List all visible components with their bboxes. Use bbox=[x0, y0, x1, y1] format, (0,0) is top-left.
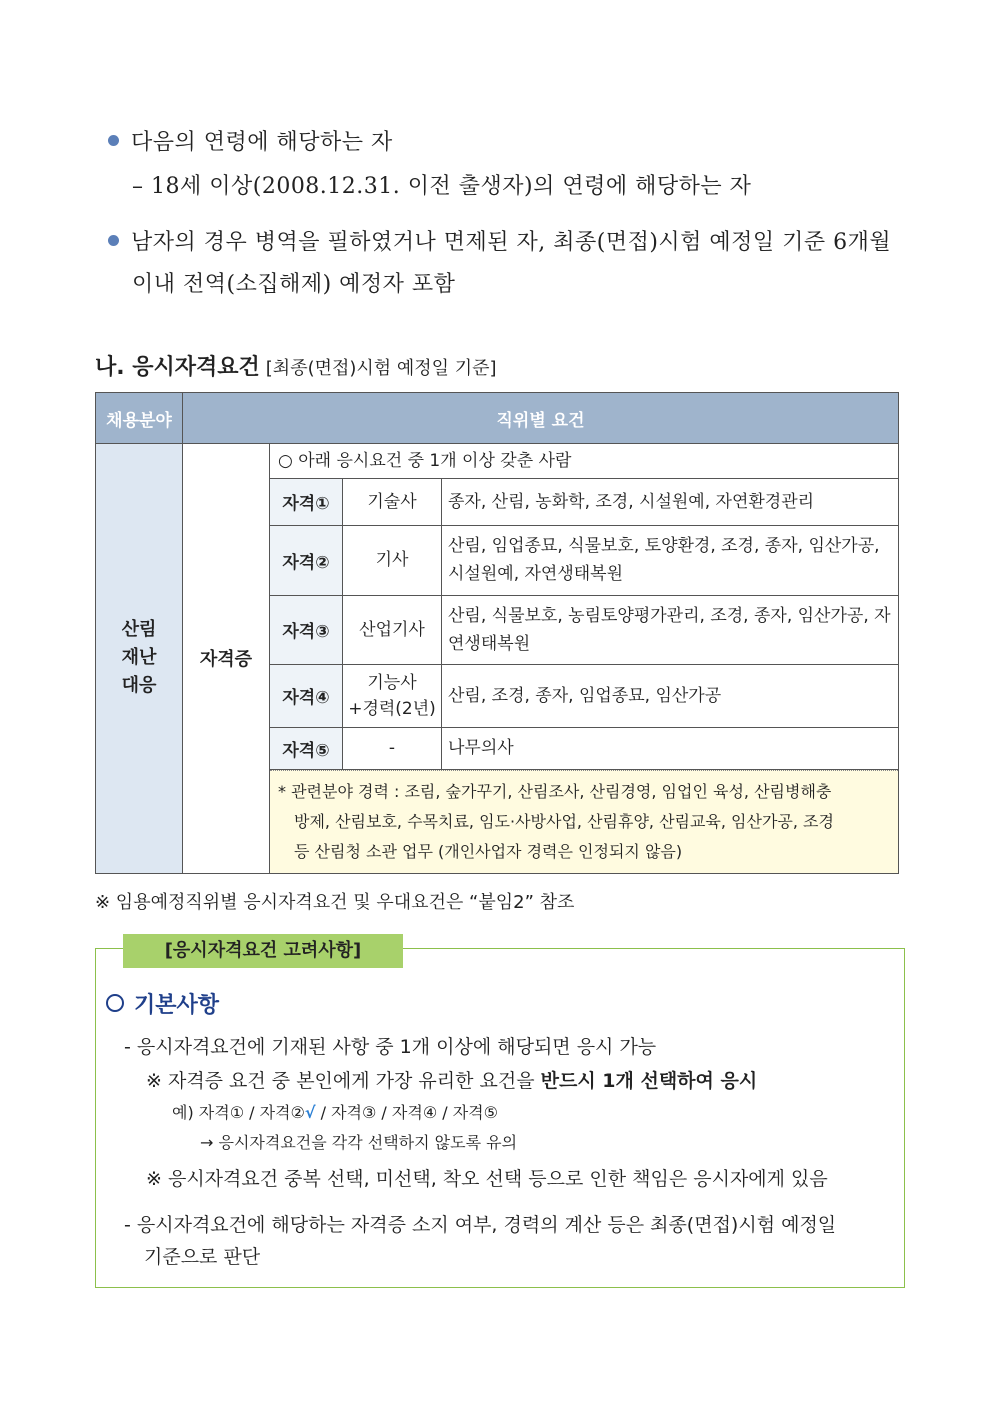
field-line2: 재난 bbox=[121, 647, 157, 669]
cert-cell: 자격증 bbox=[183, 444, 270, 874]
cert-level: 자격④ bbox=[270, 664, 343, 727]
cert-fields: 산림, 식물보호, 농림토양평가관리, 조경, 종자, 임산가공, 자연생태복원 bbox=[442, 595, 899, 664]
consider-line4b: 기준으로 판단 bbox=[144, 1246, 261, 1268]
cert-grade: 산업기사 bbox=[343, 595, 442, 664]
cert-grade bbox=[343, 664, 442, 727]
cert-fields: 나무의사 bbox=[442, 727, 899, 769]
basic-heading bbox=[106, 988, 219, 1019]
basic-heading-text: 기본사항 bbox=[134, 993, 220, 1018]
cert-grade-line2: +경력(2년) bbox=[348, 698, 436, 719]
age-title: 다음의 연령에 해당하는 자 bbox=[131, 130, 393, 155]
example-text-a: 예) 자격① / 자격② bbox=[172, 1103, 305, 1122]
header-field: 채용분야 bbox=[96, 393, 183, 444]
cert-grade: 기술사 bbox=[343, 479, 442, 525]
example-text-b: / 자격③ / 자격④ / 자격⑤ bbox=[315, 1103, 498, 1122]
consider-line2-bold: 반드시 1개 선택하여 응시 bbox=[540, 1070, 758, 1092]
header-requirements: 직위별 요건 bbox=[183, 393, 899, 444]
consider-line3: ※ 응시자격요건 중복 선택, 미선택, 착오 선택 등으로 인한 책임은 응시자에게 있음 bbox=[146, 1168, 828, 1190]
cert-level: 자격① bbox=[270, 479, 343, 525]
consider-line2 bbox=[146, 1066, 757, 1093]
qualification-table bbox=[95, 392, 899, 874]
military-line1: 남자의 경우 병역을 필하였거나 면제된 자, 최종(면접)시험 예정일 기준 6개월 bbox=[131, 230, 892, 255]
field-cell bbox=[96, 444, 183, 874]
section-subtitle: [최종(면접)시험 예정일 기준] bbox=[265, 358, 497, 379]
table-row bbox=[270, 595, 898, 664]
circle-icon bbox=[106, 994, 124, 1012]
table-row bbox=[270, 664, 898, 727]
cert-grade: 기사 bbox=[343, 525, 442, 595]
requirements-cell bbox=[270, 444, 899, 874]
cert-fields: 산림, 조경, 종자, 임업종묘, 임산가공 bbox=[442, 664, 899, 727]
cert-level: 자격② bbox=[270, 525, 343, 595]
age-bullet bbox=[108, 126, 928, 204]
field-line1: 산림 bbox=[121, 619, 157, 641]
military-bullet bbox=[108, 226, 928, 302]
field-line3: 대응 bbox=[121, 675, 157, 697]
section-title-text: 나. 응시자격요건 bbox=[95, 355, 260, 380]
check-icon: √ bbox=[304, 1103, 316, 1122]
bullet-dot-icon bbox=[108, 235, 119, 246]
example-line bbox=[172, 1100, 498, 1123]
consider-line2-text: ※ 자격증 요건 중 본인에게 가장 유리한 요건을 bbox=[146, 1070, 541, 1092]
cert-grade-line1: 기능사 bbox=[367, 672, 417, 693]
cert-level: 자격⑤ bbox=[270, 727, 343, 769]
section-title bbox=[95, 350, 497, 381]
table-row bbox=[270, 479, 898, 525]
table-row bbox=[270, 727, 898, 769]
consider-line1: - 응시자격요건에 기재된 사항 중 1개 이상에 해당되면 응시 가능 bbox=[124, 1036, 657, 1058]
bullet-dot-icon bbox=[108, 135, 119, 146]
age-detail: – 18세 이상(2008.12.31. 이전 출생자)의 연령에 해당하는 자 bbox=[132, 174, 752, 199]
note-line1: * 관련분야 경력 : 조림, 숲가꾸기, 산림조사, 산림경영, 임업인 육성, 산림병해충 bbox=[278, 781, 832, 801]
consider-line4a: - 응시자격요건에 해당하는 자격증 소지 여부, 경력의 계산 등은 최종(면접)시험 예정일 bbox=[124, 1214, 837, 1236]
table-row bbox=[270, 525, 898, 595]
cert-fields: 종자, 산림, 농화학, 조경, 시설원예, 자연환경관리 bbox=[442, 479, 899, 525]
cert-grade: - bbox=[343, 727, 442, 769]
note-line2: 방제, 산림보호, 수목치료, 임도·사방사업, 산림휴양, 산림교육, 임산가공, 조경 bbox=[294, 811, 834, 831]
cert-level: 자격③ bbox=[270, 595, 343, 664]
example-arrow: → 응시자격요건을 각각 선택하지 않도록 유의 bbox=[200, 1133, 518, 1152]
military-line2: 이내 전역(소집해제) 예정자 포함 bbox=[132, 272, 456, 297]
cert-fields: 산림, 임업종묘, 식물보호, 토양환경, 조경, 종자, 임산가공, 시설원예, 자연생태복원 bbox=[442, 525, 899, 595]
experience-note bbox=[270, 770, 898, 873]
reference-note: ※ 임용예정직위별 응시자격요건 및 우대요건은 “붙임2” 참조 bbox=[95, 892, 575, 913]
considerations-label: [응시자격요건 고려사항] bbox=[123, 934, 403, 968]
cert-table bbox=[270, 479, 898, 770]
requirements-intro: ○ 아래 응시요건 중 1개 이상 갖춘 사람 bbox=[270, 444, 898, 479]
note-line3: 등 산림청 소관 업무 (개인사업자 경력은 인정되지 않음) bbox=[294, 841, 683, 861]
